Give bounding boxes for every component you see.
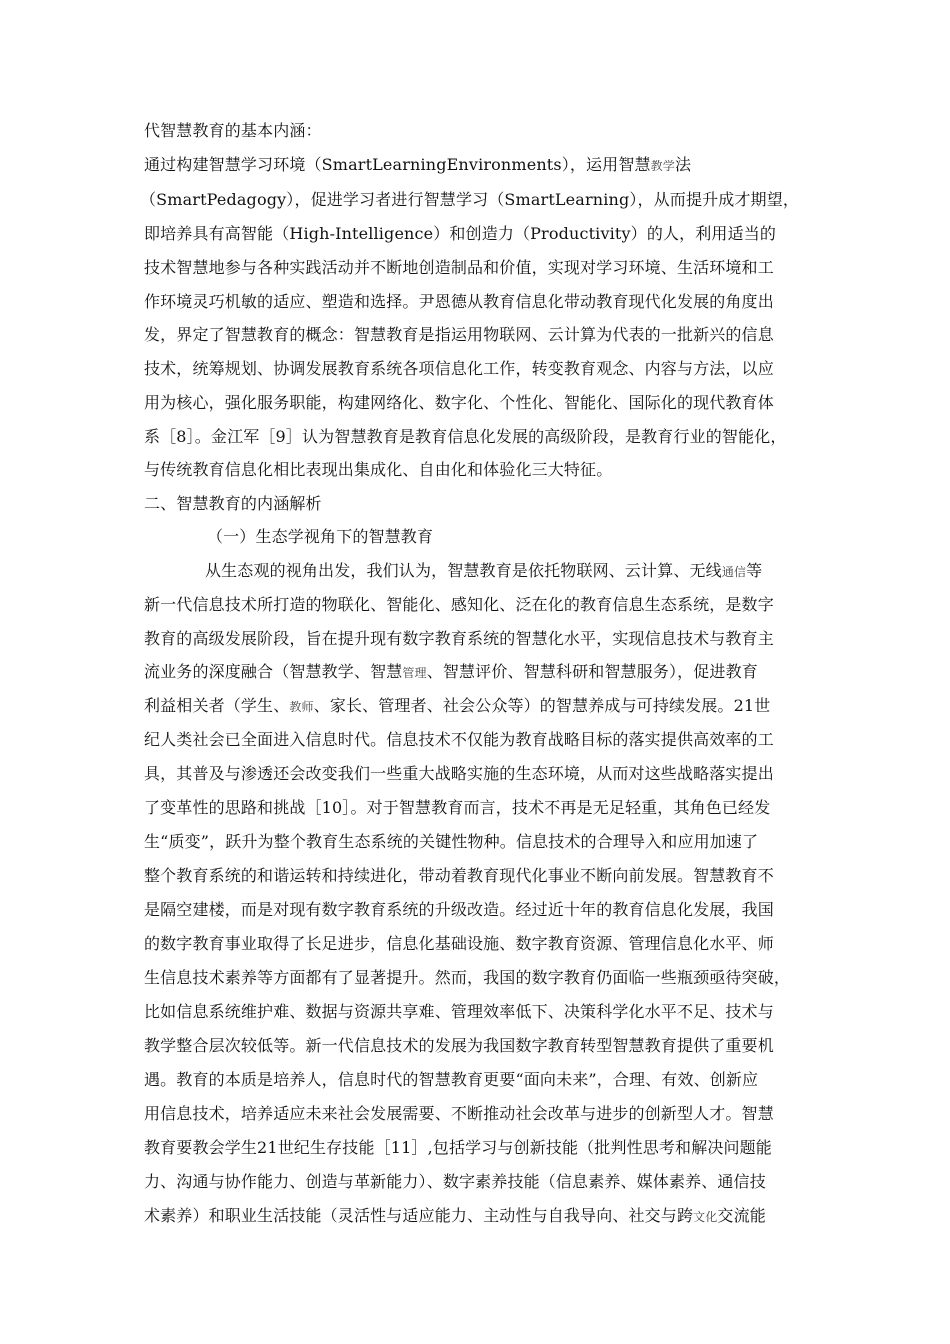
text-segment: 、智慧评价、智慧科研和智慧服务），促进教育 (426, 662, 758, 681)
text-line: 具，其普及与渗透还会改变我们一些重大战略实施的生态环境，从而对这些战略落实提出 (144, 764, 774, 783)
text-line: 生信息技术素养等方面都有了显著提升。然而，我国的数字教育仍面临一些瓶颈亟待突破， (144, 968, 791, 987)
subsection-heading: （一）生态学视角下的智慧教育 (207, 527, 434, 546)
text-line: 力、沟通与协作能力、创造与革新能力）、数字素养技能（信息素养、媒体素养、通信技 (144, 1172, 766, 1191)
text-segment: 法 (674, 155, 692, 174)
text-line: 技术智慧地参与各种实践活动并不断地创造制品和价值，实现对学习环境、生活环境和工 (144, 258, 774, 277)
text-line: 用为核心，强化服务职能，构建网络化、数字化、个性化、智能化、国际化的现代教育体 (144, 393, 774, 412)
small-text: 管理 (402, 666, 427, 680)
text-line (144, 155, 691, 176)
text-segment: 通过构建智慧学习环境（SmartLearningEnvironments），运用智慧 (144, 155, 651, 174)
text-line: 系［8］。金江军［9］认为智慧教育是教育信息化发展的高级阶段，是教育行业的智能化， (144, 427, 787, 446)
small-text: 通信 (721, 565, 747, 579)
text-line (144, 662, 758, 683)
text-segment: 流业务的深度融合（智慧教学、智慧 (144, 662, 403, 681)
section-heading: 二、智慧教育的内涵解析 (144, 494, 322, 513)
text-line: 比如信息系统维护难、数据与资源共享难、管理效率低下、决策科学化水平不足、技术与 (144, 1002, 774, 1021)
text-line (205, 561, 762, 582)
text-line: 作环境灵巧机敏的适应、塑造和选择。尹恩德从教育信息化带动教育现代化发展的角度出 (144, 292, 774, 311)
text-segment: 从生态观的视角出发，我们认为，智慧教育是依托物联网、云计算、无线 (205, 561, 722, 580)
text-segment: 等 (746, 561, 763, 580)
text-segment: 利益相关者（学生、 (144, 696, 290, 715)
small-text: 文化 (693, 1210, 718, 1224)
text-line: 遇。教育的本质是培养人，信息时代的智慧教育更要“面向未来”，合理、有效、创新应 (144, 1070, 759, 1089)
text-line: 即培养具有高智能（High-Intelligence）和创造力（Productivity）的人，利用适当的 (144, 224, 777, 243)
text-line: 纪人类社会已全面进入信息时代。信息技术不仅能为教育战略目标的落实提供高效率的工 (144, 730, 774, 749)
text-segment: 术素养）和职业生活技能（灵活性与适应能力、主动性与自我导向、社交与跨 (144, 1206, 694, 1225)
text-line: 技术，统筹规划、协调发展教育系统各项信息化工作，转变教育观念、内容与方法，以应 (144, 359, 774, 378)
text-line: 代智慧教育的基本内涵： (144, 121, 322, 140)
text-line: 教学整合层次较低等。新一代信息技术的发展为我国数字教育转型智慧教育提供了重要机 (144, 1036, 774, 1055)
text-line: （SmartPedagogy），促进学习者进行智慧学习（SmartLearning），从而提升成才期望， (140, 190, 800, 209)
text-line: 整个教育系统的和谐运转和持续进化，带动着教育现代化事业不断向前发展。智慧教育不 (144, 866, 774, 885)
text-line: 用信息技术，培养适应未来社会发展需要、不断推动社会改革与进步的创新型人才。智慧 (144, 1104, 774, 1123)
text-segment: 、家长、管理者、社会公众等）的智慧养成与可持续发展。21世 (313, 696, 771, 715)
text-line: 发，界定了智慧教育的概念：智慧教育是指运用物联网、云计算为代表的一批新兴的信息 (144, 325, 774, 344)
text-line: 教育的高级发展阶段，旨在提升现有数字教育系统的智慧化水平，实现信息技术与教育主 (144, 629, 774, 648)
small-text: 教学 (650, 159, 675, 173)
small-text: 教师 (289, 700, 314, 714)
text-line: 是隔空建楼，而是对现有数字教育系统的升级改造。经过近十年的教育信息化发展，我国 (144, 900, 774, 919)
text-line: 新一代信息技术所打造的物联化、智能化、感知化、泛在化的教育信息生态系统，是数字 (144, 595, 774, 614)
text-line: 的数字教育事业取得了长足进步，信息化基础设施、数字教育资源、管理信息化水平、师 (144, 934, 774, 953)
text-line: 与传统教育信息化相比表现出集成化、自由化和体验化三大特征。 (144, 460, 613, 479)
text-segment: 交流能 (717, 1206, 766, 1225)
text-line: 教育要教会学生21世纪生存技能［11］,包括学习与创新技能（批判性思考和解决问题能 (144, 1138, 772, 1157)
text-line: 生“质变”，跃升为整个教育生态系统的关键性物种。信息技术的合理导入和应用加速了 (144, 832, 759, 851)
text-line (144, 1206, 766, 1227)
text-line: 了变革性的思路和挑战［10］。对于智慧教育而言，技术不再是无足轻重，其角色已经发 (144, 798, 771, 817)
text-line (144, 696, 770, 717)
